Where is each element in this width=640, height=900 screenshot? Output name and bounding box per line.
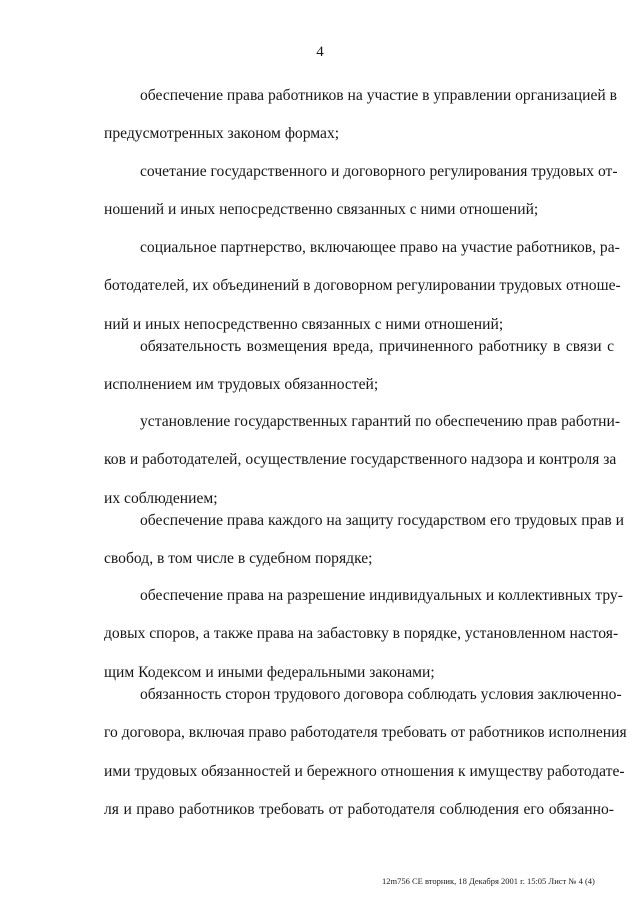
text-line: ний и иных непосредственно связанных с ними отношений; (104, 315, 504, 333)
page-number: 4 (316, 44, 324, 60)
text-line: ля и право работников требовать от работодателя соблюдения его обязанно- (104, 801, 614, 819)
paragraph (104, 77, 617, 154)
paragraph (104, 403, 621, 518)
text-line: сочетание государственного и договорного регулирования трудовых от- (140, 163, 618, 180)
text-line: обеспечение права работников на участие в управлении организацией в (140, 87, 617, 104)
text-line: обязательность возмещения вреда, причиненного работнику в связи с (140, 338, 614, 355)
text-line: щим Кодексом и иными федеральными законами; (104, 663, 435, 681)
text-line: обеспечение права на разрешение индивидуальных и коллективных тру- (140, 587, 623, 604)
text-line: установление государственных гарантий по обеспечению прав работни- (140, 413, 621, 430)
text-line: свобод, в том числе в судебном порядке; (104, 550, 373, 568)
paragraph (104, 676, 627, 830)
paragraph (104, 328, 614, 405)
text-line: ков и работодателей, осуществление государственного надзора и контроля за (104, 451, 617, 469)
text-line: их соблюдением; (104, 489, 218, 507)
print-footer: 12m756 СЕ вторник, 18 Декабря 2001 г. 15:05 Лист № 4 (4) (382, 876, 595, 886)
paragraph (104, 229, 621, 344)
text-line: социальное партнерство, включающее право на участие работников, ра- (140, 239, 620, 256)
paragraph (104, 502, 624, 579)
text-line: исполнением им трудовых обязанностей; (104, 376, 379, 394)
text-line: предусмотренных законом формах; (104, 125, 340, 143)
text-line: ношений и иных непосредственно связанных с ними отношений; (104, 201, 539, 219)
text-line: обеспечение права каждого на защиту государством его трудовых прав и (140, 512, 624, 529)
paragraph (104, 153, 618, 230)
paragraph (104, 577, 623, 692)
text-line: ими трудовых обязанностей и бережного отношения к имуществу работодате- (104, 762, 625, 780)
text-line: обязанность сторон трудового договора соблюдать условия заключенно- (140, 686, 622, 703)
text-line: го договора, включая право работодателя требовать от работников исполнения (104, 724, 627, 742)
text-line: довых споров, а также права на забастовку в порядке, установленном настоя- (104, 625, 619, 643)
text-line: ботодателей, их объединений в договорном регулировании трудовых отноше- (104, 277, 621, 295)
